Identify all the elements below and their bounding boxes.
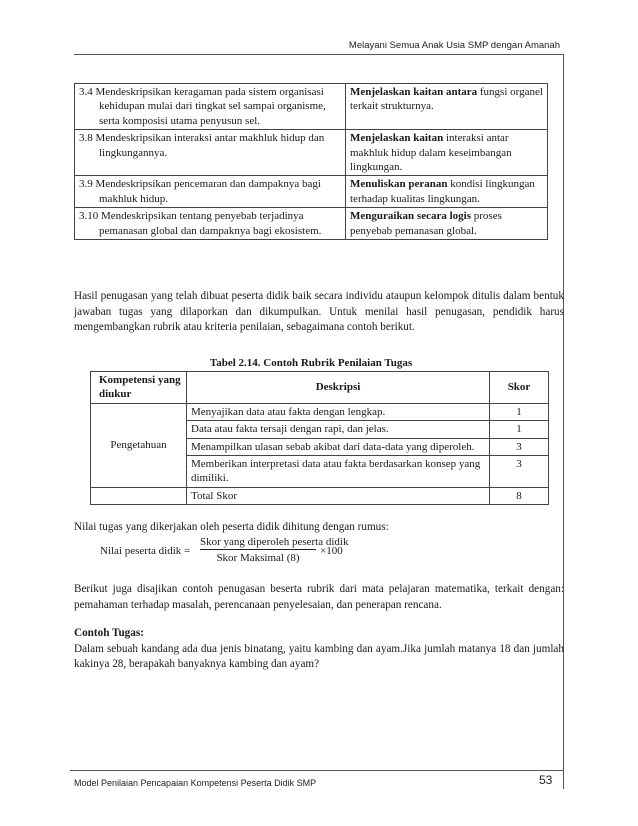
indicator-cell: Menjelaskan kaitan antara fungsi organel terkait strukturnya. xyxy=(346,84,548,130)
total-label: Total Skor xyxy=(187,487,490,504)
formula-left: Nilai peserta didik = xyxy=(100,545,191,557)
rubric-header-row xyxy=(91,372,549,404)
kd-cell: 3.9 Mendeskripsikan pencemaran dan dampaknya bagi makhluk hidup. xyxy=(75,176,346,208)
header-rule xyxy=(74,54,564,55)
skor-cell: 1 xyxy=(490,421,549,438)
rubric-table xyxy=(90,371,549,505)
footer-rule xyxy=(70,770,564,771)
table-row xyxy=(75,130,548,176)
contoh-tugas xyxy=(74,626,564,673)
header-skor: Skor xyxy=(490,372,549,404)
formula-denominator: Skor Maksimal (8) xyxy=(216,552,300,564)
deskripsi-cell: Data atau fakta tersaji dengan rapi, dan jelas. xyxy=(187,421,490,438)
formula-numerator: Skor yang diperoleh peserta didik xyxy=(200,536,349,548)
page-number: 53 xyxy=(539,773,553,787)
table-row xyxy=(75,208,548,240)
paragraph-rumus: Nilai tugas yang dikerjakan oleh peserta didik dihitung dengan rumus: xyxy=(74,521,389,533)
indicator-cell: Menguraikan secara logis proses penyebab pemanasan global. xyxy=(346,208,548,240)
total-skor: 8 xyxy=(490,487,549,504)
paragraph-penugasan: Hasil penugasan yang telah dibuat peserta didik baik secara individu ataupun kelompok ditulis dalam bentuk jawaban tugas yang dilaporkan dan dikumpulkan. Untuk menilai hasil penugasan, pendidik harus mengembangkan rubrik atau kriteria penilaian, sebagaimana contoh berikut. xyxy=(74,290,564,333)
paragraph-matematika: Berikut juga disajikan contoh penugasan beserta rubrik dari mata pelajaran matematika, terkait dengan: pemahaman terhadap masalah, perencanaan penyelesaian, dan penerapan rencana. xyxy=(74,583,564,611)
kd-indicator-table xyxy=(74,83,548,240)
indicator-cell: Menuliskan peranan kondisi lingkungan terhadap kualitas lingkungan. xyxy=(346,176,548,208)
table-caption: Tabel 2.14. Contoh Rubrik Penilaian Tugas xyxy=(209,357,413,369)
table-row xyxy=(75,84,548,130)
header-kompetensi: Kompetensi yang diukur xyxy=(91,372,187,404)
kd-cell: 3.8 Mendeskripsikan interaksi antar makhluk hidup dan lingkungannya. xyxy=(75,130,346,176)
kd-cell: 3.10 Mendeskripsikan tentang penyebab terjadinya pemanasan global dan dampaknya bagi ekosistem. xyxy=(75,208,346,240)
skor-cell: 3 xyxy=(490,456,549,488)
formula-right: ×100 xyxy=(320,545,343,557)
margin-rule xyxy=(563,54,564,789)
kd-cell: 3.4 Mendeskripsikan keragaman pada sistem organisasi kehidupan mulai dari tingkat sel sampai organisme, serta komposisi utama penyusun sel. xyxy=(75,84,346,130)
deskripsi-cell: Menyajikan data atau fakta dengan lengkap. xyxy=(187,403,490,420)
deskripsi-cell: Menampilkan ulasan sebab akibat dari data-data yang diperoleh. xyxy=(187,438,490,455)
contoh-text: Dalam sebuah kandang ada dua jenis binatang, yaitu kambing dan ayam.Jika jumlah matanya 18 dan jumlah kakinya 28, berapakah banyaknya kambing dan ayam? xyxy=(74,642,564,670)
table-row xyxy=(75,176,548,208)
empty-cell xyxy=(91,487,187,504)
running-footer: Model Penilaian Pencapaian Kompetensi Peserta Didik SMP xyxy=(74,778,317,788)
kompetensi-cell: Pengetahuan xyxy=(91,403,187,487)
deskripsi-cell: Memberikan interpretasi data atau fakta berdasarkan konsep yang dimiliki. xyxy=(187,456,490,488)
skor-cell: 3 xyxy=(490,438,549,455)
header-deskripsi: Deskripsi xyxy=(187,372,490,404)
contoh-heading: Contoh Tugas: xyxy=(74,627,144,639)
table-row xyxy=(91,403,549,420)
total-row xyxy=(91,487,549,504)
indicator-cell: Menjelaskan kaitan interaksi antar makhluk hidup dalam keseimbangan lingkungan. xyxy=(346,130,548,176)
skor-cell: 1 xyxy=(490,403,549,420)
running-header: Melayani Semua Anak Usia SMP dengan Amanah xyxy=(348,40,560,51)
